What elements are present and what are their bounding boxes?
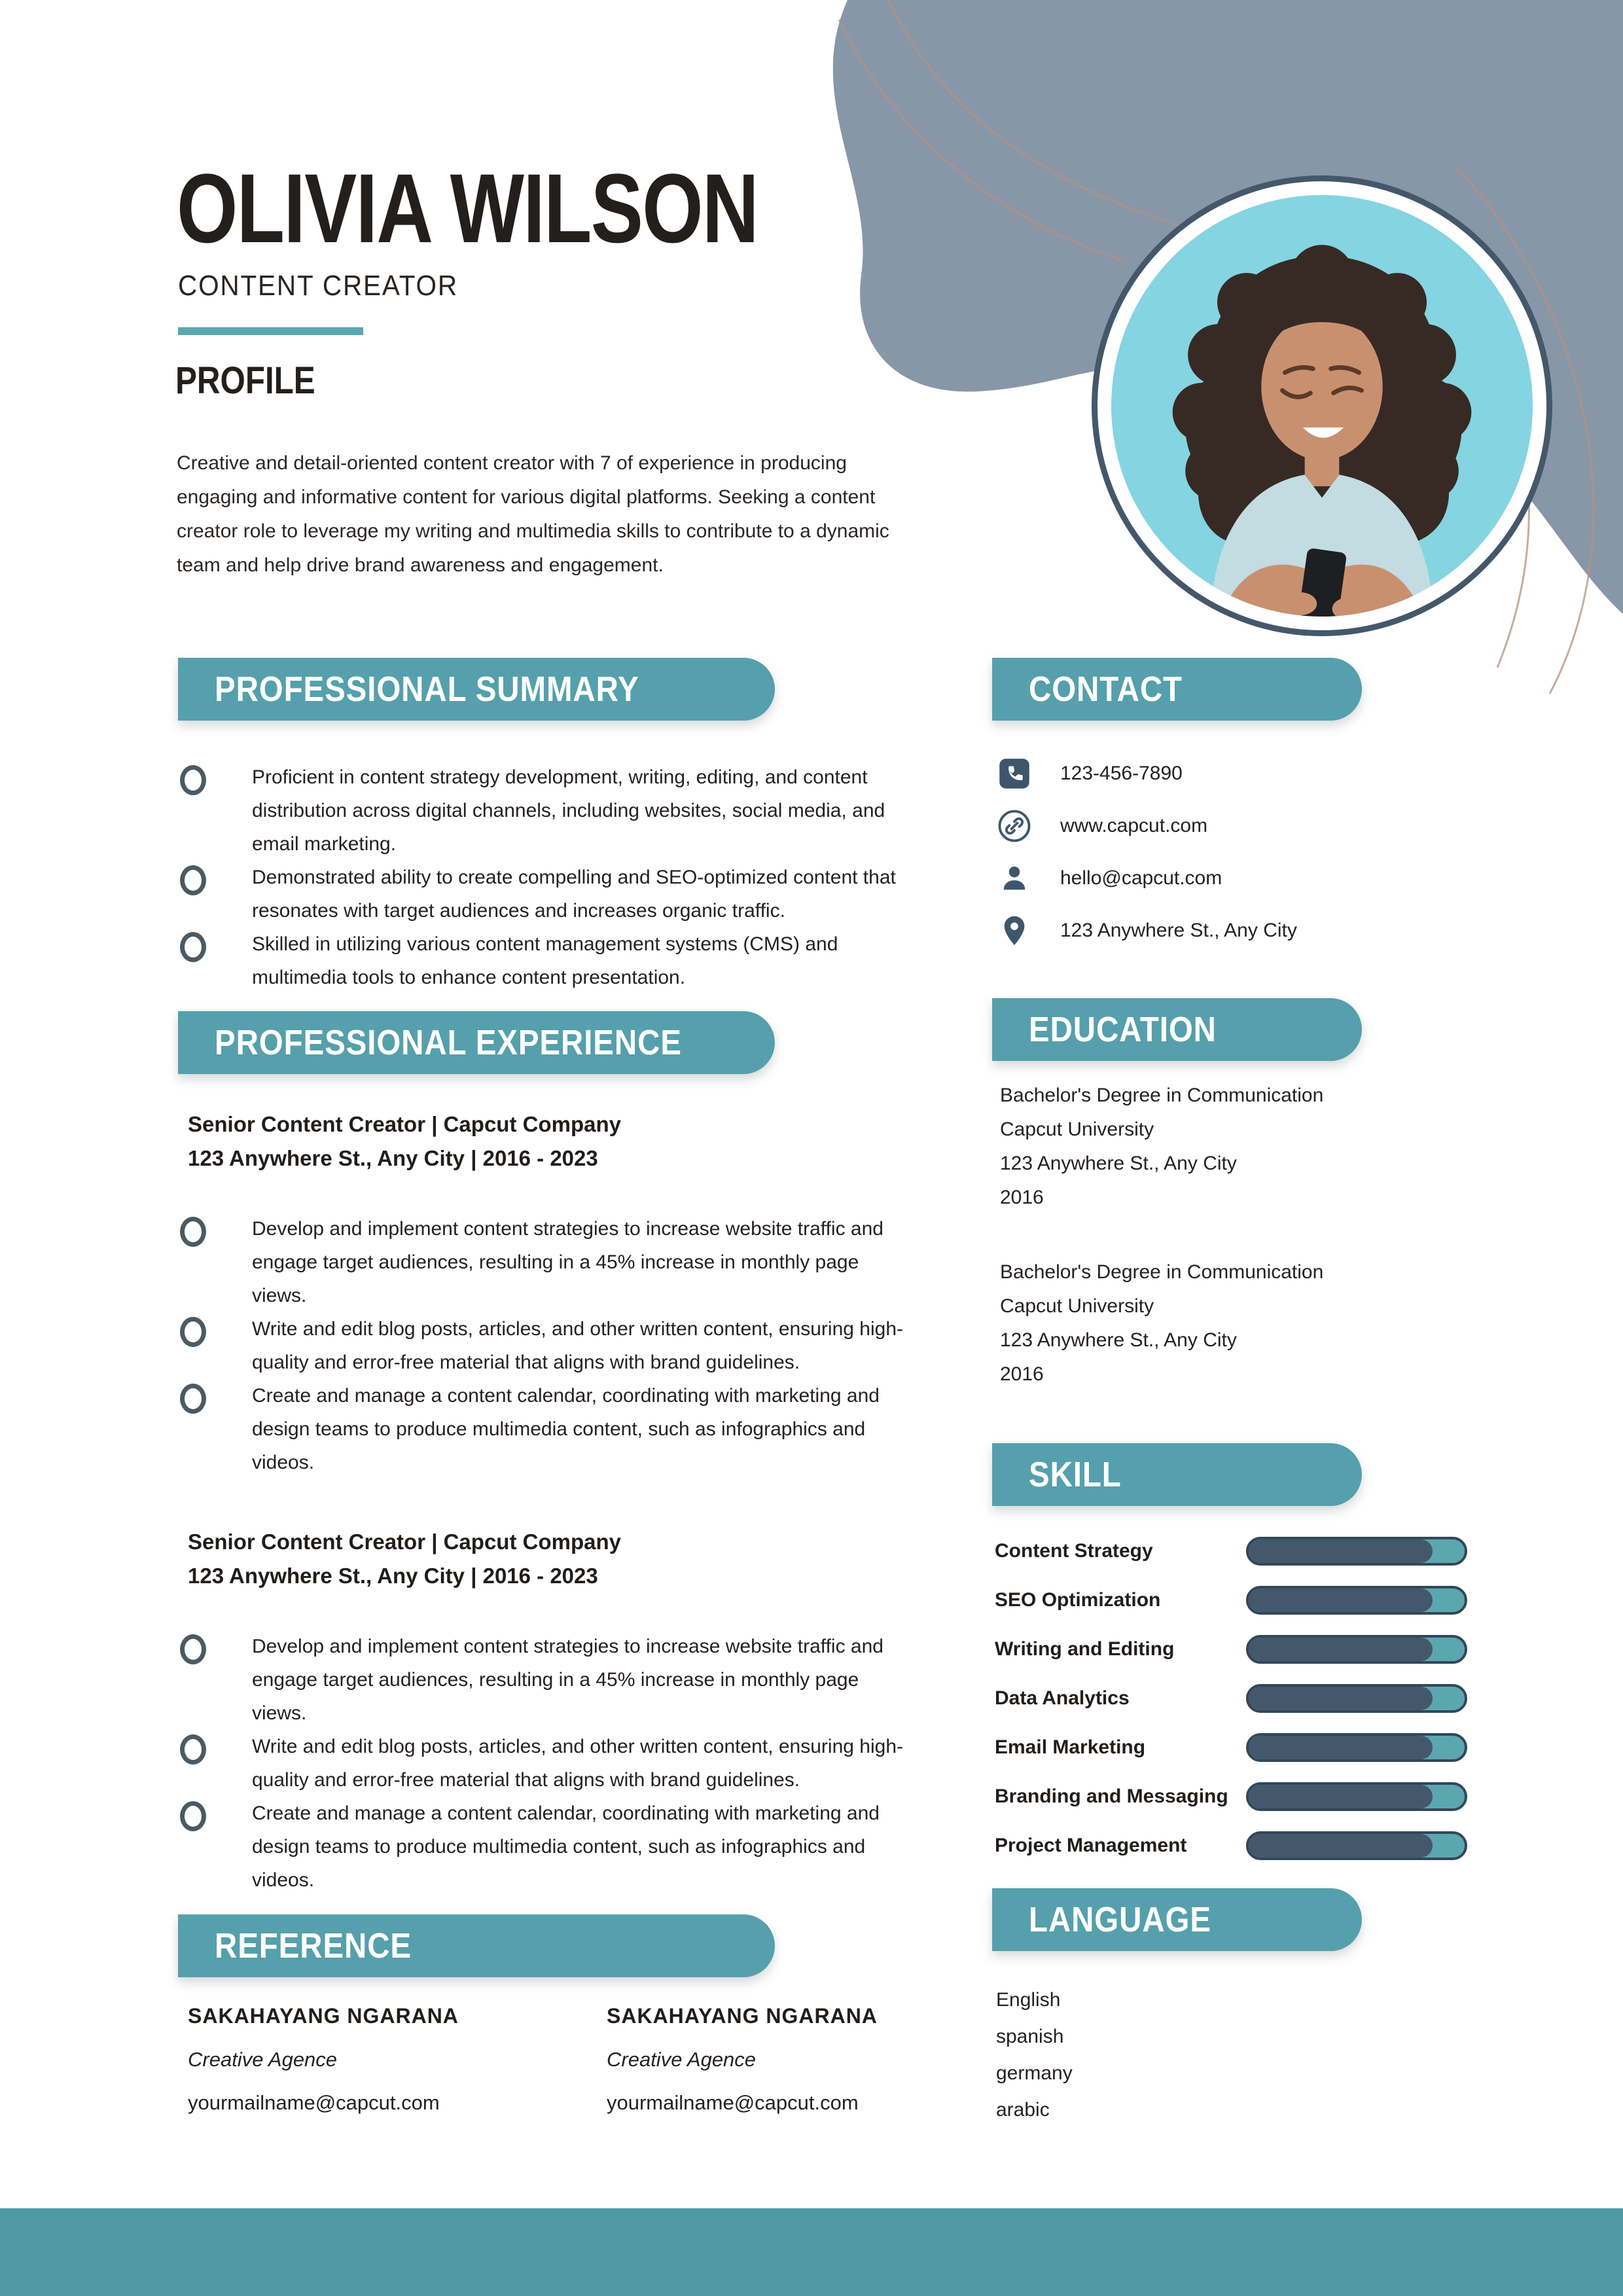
language-list (996, 1982, 1073, 2128)
list-item (180, 1797, 929, 1897)
job-role-subtitle: CONTENT CREATOR (178, 270, 458, 302)
summary-bullet-text: Proficient in content strategy development, writing, editing, and content distribution across digital channels, including websites, social media, and email marketing. (252, 766, 885, 855)
circle-bullet-icon (180, 765, 206, 795)
education-banner (992, 998, 1362, 1061)
circle-bullet-icon (180, 1217, 206, 1247)
skill-bar (1246, 1733, 1467, 1762)
job-2-bullets (180, 1630, 929, 1897)
skill-bar (1246, 1782, 1467, 1811)
list-item (180, 927, 929, 994)
language-item: arabic (996, 2099, 1050, 2121)
skill-label: Data Analytics (995, 1687, 1130, 1709)
education-entry-1 (1000, 1079, 1484, 1215)
profile-photo (1111, 195, 1533, 617)
education-year: 2016 (1000, 1187, 1044, 1208)
job-bullet-text: Create and manage a content calendar, coordinating with marketing and design teams to produce multimedia content, such as infographics and videos. (252, 1803, 880, 1891)
circle-bullet-icon (180, 1317, 206, 1347)
contact-heading: CONTACT (1029, 670, 1183, 709)
contact-address-value: 123 Anywhere St., Any City (1060, 920, 1297, 941)
professional-summary-list (180, 761, 929, 994)
list-item (180, 1212, 929, 1312)
job-title: Senior Content Creator | Capcut Company (188, 1112, 621, 1136)
contact-banner (992, 658, 1362, 721)
skill-row (995, 1772, 1467, 1821)
job-bullet-text: Write and edit blog posts, articles, and other written content, ensuring high-quality and error-free material that aligns with brand guidelines. (252, 1736, 903, 1791)
skill-row (995, 1624, 1467, 1674)
skill-bar (1246, 1586, 1467, 1615)
skill-row (995, 1821, 1467, 1870)
education-address: 123 Anywhere St., Any City (1000, 1153, 1237, 1174)
skill-bar-fill (1249, 1834, 1433, 1857)
footer-bar (0, 2208, 1623, 2296)
job-meta: 123 Anywhere St., Any City | 2016 - 2023 (188, 1146, 598, 1170)
summary-bullet-text: Demonstrated ability to create compelling and SEO-optimized content that resonates with target audiences and increases organic traffic. (252, 867, 896, 922)
profile-section-heading: PROFILE (175, 359, 315, 402)
education-year: 2016 (1000, 1363, 1044, 1385)
circle-bullet-icon (180, 1384, 206, 1414)
skill-row (995, 1723, 1467, 1772)
profile-photo-illustration (1111, 195, 1533, 617)
profile-summary-text: Creative and detail-oriented content creator with 7 of experience in producing engaging and informative content for various digital platforms. Seeking a content creator role to leverage my writing and multimedia skills to contribute to a dynamic team and help drive brand awareness and engagement. (177, 452, 889, 576)
skill-bar-fill (1249, 1638, 1433, 1661)
reference-entry-1 (188, 2004, 554, 2115)
skill-label: Writing and Editing (995, 1638, 1175, 1660)
skill-list (995, 1526, 1467, 1870)
language-heading: LANGUAGE (1029, 1900, 1211, 1939)
profile-photo-frame (1092, 175, 1552, 636)
reference-email: yourmailname@capcut.com (188, 2091, 440, 2114)
language-banner (992, 1888, 1362, 1951)
education-degree: Bachelor's Degree in Communication (1000, 1085, 1324, 1106)
skill-row (995, 1526, 1467, 1575)
skill-bar (1246, 1635, 1467, 1664)
list-item (180, 1730, 929, 1797)
link-icon (996, 808, 1033, 844)
list-item (180, 1312, 929, 1379)
list-item (180, 1630, 929, 1730)
job-bullet-text: Create and manage a content calendar, coordinating with marketing and design teams to produce multimedia content, such as infographics and videos. (252, 1385, 880, 1473)
professional-experience-heading: PROFESSIONAL EXPERIENCE (215, 1023, 682, 1062)
skill-bar-fill (1249, 1785, 1433, 1808)
education-address: 123 Anywhere St., Any City (1000, 1329, 1237, 1351)
education-school: Capcut University (1000, 1295, 1154, 1317)
list-item (996, 800, 1467, 852)
skill-row (995, 1575, 1467, 1624)
education-school: Capcut University (1000, 1119, 1154, 1140)
circle-bullet-icon (180, 1734, 206, 1765)
reference-email: yourmailname@capcut.com (607, 2091, 859, 2114)
skill-banner (992, 1443, 1362, 1506)
education-degree: Bachelor's Degree in Communication (1000, 1261, 1324, 1283)
skill-label: Email Marketing (995, 1736, 1146, 1758)
education-heading: EDUCATION (1029, 1010, 1217, 1049)
summary-bullet-text: Skilled in utilizing various content management systems (CMS) and multimedia tools to enhance content presentation. (252, 933, 838, 988)
contact-list (996, 747, 1467, 957)
reference-name: SAKAHAYANG NGARANA (188, 2004, 459, 2028)
page-title-name: OLIVIA WILSON (177, 153, 758, 263)
skill-heading: SKILL (1029, 1455, 1122, 1494)
skill-bar-fill (1249, 1539, 1433, 1563)
list-item (996, 852, 1467, 905)
circle-bullet-icon (180, 865, 206, 895)
skill-bar (1246, 1684, 1467, 1713)
job-1-bullets (180, 1212, 929, 1479)
skill-bar-fill (1249, 1736, 1433, 1759)
contact-phone-value: 123-456-7890 (1060, 762, 1183, 784)
skill-row (995, 1674, 1467, 1723)
reference-name: SAKAHAYANG NGARANA (607, 2004, 878, 2028)
reference-banner (178, 1914, 775, 1977)
skill-bar-fill (1249, 1588, 1433, 1612)
professional-summary-banner (178, 658, 775, 721)
list-item (996, 905, 1467, 957)
skill-bar (1246, 1537, 1467, 1566)
job-meta: 123 Anywhere St., Any City | 2016 - 2023 (188, 1564, 598, 1588)
skill-label: Content Strategy (995, 1539, 1153, 1562)
reference-heading: REFERENCE (215, 1926, 412, 1965)
job-bullet-text: Write and edit blog posts, articles, and other written content, ensuring high-quality and error-free material that aligns with brand guidelines. (252, 1318, 903, 1373)
skill-bar (1246, 1831, 1467, 1860)
contact-email-value: hello@capcut.com (1060, 867, 1222, 889)
job-2-header (188, 1525, 621, 1593)
job-bullet-text: Develop and implement content strategies to increase website traffic and engage target audiences, resulting in a 45% increase in monthly page views. (252, 1636, 883, 1724)
reference-company: Creative Agence (188, 2048, 338, 2071)
language-item: spanish (996, 2026, 1064, 2047)
teal-accent-underline (178, 327, 363, 335)
education-entry-2 (1000, 1255, 1484, 1391)
skill-label: SEO Optimization (995, 1588, 1161, 1611)
job-title: Senior Content Creator | Capcut Company (188, 1530, 621, 1554)
professional-summary-heading: PROFESSIONAL SUMMARY (215, 670, 639, 709)
reference-company: Creative Agence (607, 2048, 757, 2071)
skill-label: Project Management (995, 1834, 1187, 1856)
list-item (180, 761, 929, 861)
skill-bar-fill (1249, 1687, 1433, 1710)
location-icon (996, 912, 1033, 949)
professional-experience-banner (178, 1011, 775, 1074)
contact-website-value: www.capcut.com (1060, 815, 1208, 836)
job-1-header (188, 1107, 621, 1175)
list-item (180, 861, 929, 927)
circle-bullet-icon (180, 1801, 206, 1831)
reference-entry-2 (607, 2004, 973, 2115)
list-item (180, 1379, 929, 1479)
job-bullet-text: Develop and implement content strategies to increase website traffic and engage target audiences, resulting in a 45% increase in monthly page views. (252, 1218, 883, 1306)
skill-label: Branding and Messaging (995, 1785, 1228, 1807)
language-item: English (996, 1989, 1061, 2011)
person-icon (996, 860, 1033, 897)
phone-icon (996, 755, 1033, 792)
language-item: germany (996, 2062, 1073, 2084)
list-item (996, 747, 1467, 800)
face (1261, 314, 1382, 460)
circle-bullet-icon (180, 932, 206, 962)
circle-bullet-icon (180, 1634, 206, 1664)
